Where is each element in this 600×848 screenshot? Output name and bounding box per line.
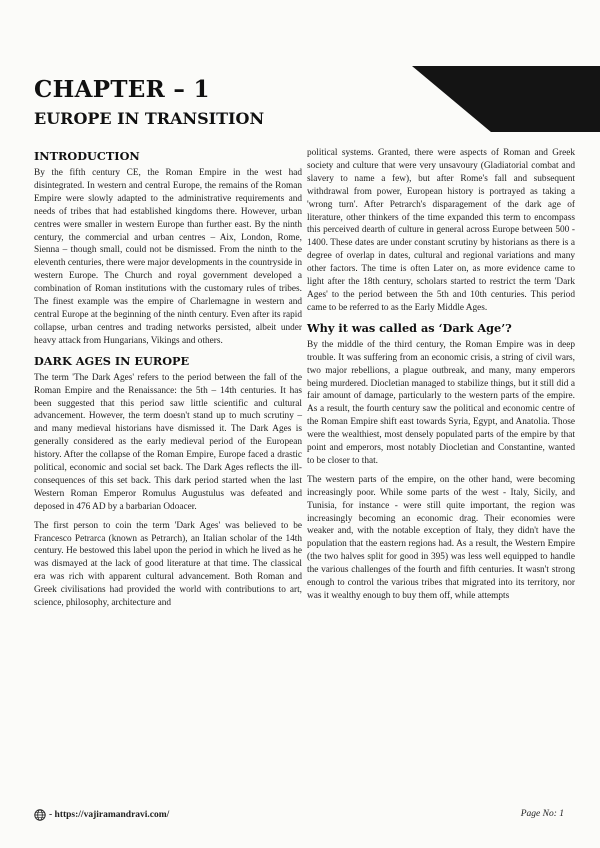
chapter-subtitle: EUROPE IN TRANSITION — [34, 109, 265, 128]
left-column — [34, 147, 302, 616]
footer-url[interactable]: - https://vajiramandravi.com/ — [49, 810, 170, 820]
continued-paragraph: political systems. Granted, there were aspects of Roman and Greek society and culture that were very unsavoury (Gladiatorial combat and slavery to name a few), but after Rome's fall and subsequent withdrawal from power, European history is portrayed as taking a 'wrong turn'. After Petrarch's disparagement of the dark age of literature, other thinkers of the time expanded this term to encompass this perceived dearth of culture in general across Europe between 500 - 1400. These dates are under constant scrutiny by historians as there is a degree of overlap in dates, cultural and regional variations and many other factors. The time is often Later on, as more evidence came to light after the 18th century, scholars started to restrict the term 'Dark Ages' to the period between the 5th and 10th centuries. This period came to be referred to as the Early Middle Ages. — [307, 148, 575, 313]
dark-ages-paragraph-1: The term 'The Dark Ages' refers to the period between the fall of the Roman Empire and the Renaissance: the 5th – 14th centuries. It has been suggested that this period saw little scientific and cultural advancement. However, the term doesn't stand up to much scrutiny – and many medieval historians have dismissed it. The Dark Ages is generally considered as the early medieval period of the European history. After the collapse of the Roman Empire, Europe faced a drastic political, economic and social set back. The Dark Ages reflects the ill-consequences of this set back. This dark period started when the last Western Roman Emperor Romulus Augustulus was defeated and deposed in 476 AD by a barbarian Odoacer. — [34, 372, 302, 512]
footer-website[interactable] — [34, 809, 169, 821]
introduction-heading: INTRODUCTION — [34, 149, 140, 163]
globe-icon — [34, 809, 46, 821]
introduction-paragraph: By the fifth century CE, the Roman Empire in the west had disintegrated. In western and central Europe, the remains of the Roman Empire were slowly adapted to the administrative requirements and needs of tribes that had established kingdoms there. However, urban centres were smaller in western Europe than further east. By the ninth century, the commercial and urban centres – Aix, London, Rome, Sienna – though small, could not be dismissed. From the ninth to the eleventh centuries, there were major developments in the countryside in western Europe. The Church and royal government developed a combination of Roman institutions with the customary rules of tribes. The finest example was the empire of Charlemagne in western and central Europe at the beginning of the ninth century. Even after its rapid collapse, urban centres and trading networks persisted, albeit under heavy attack from Hungarians, Vikings and others. — [34, 168, 302, 346]
why-dark-age-heading: Why it was called as ‘Dark Age’? — [307, 320, 512, 335]
why-dark-age-paragraph-1: By the middle of the third century, the Roman Empire was in deep trouble. It was suffering from an economic crisis, a string of civil wars, two major rebellions, a plague outbreak, and many, many emperors being murdered. Diocletian managed to stabilize things, but it still did a fair amount of damage, particularly to the western parts of the empire. As a result, the fourth century saw the political and economic centre of the Roman Empire shift east towards Syria, Egypt, and Anatolia. Those were the wealthiest, most densely populated parts of the empire by that point and emperors, most notably Diocletian and Constantine, wanted to be closer to that. — [307, 339, 575, 466]
decorative-corner-band — [412, 66, 600, 132]
dark-ages-paragraph-2: The first person to coin the term 'Dark Ages' was believed to be Francesco Petrarca (known as Petrarch), an Italian scholar of the 14th century. He bestowed this label upon the period in which he lived as he was dismayed at the lack of good literature at that time. The classical era was rich with apparent cultural advancement. Both Roman and Greek civilisations had provided the world with contributions to art, science, philosophy, architecture and — [34, 520, 302, 609]
chapter-title: CHAPTER – 1 — [34, 76, 210, 103]
dark-ages-heading: DARK AGES IN EUROPE — [34, 353, 190, 368]
why-dark-age-paragraph-2: The western parts of the empire, on the other hand, were becoming increasingly poor. While some parts of the west - Italy, Sicily, and Tunisia, for instance - were still quite important, the region was increasingly becoming an economic drag. Their economies were weaker and, with the notable exception of Italy, they didn't have the population that the eastern regions had. As a result, the Western Empire (the two halves split for good in 395) was less well equipped to handle the various challenges of the fourth and fifth centuries. It wasn't strong enough to control the various tribes that migrated into its territory, nor was it wealthy enough to buy them off, while attempts — [307, 474, 575, 601]
right-column — [307, 147, 575, 609]
page-number: Page No: 1 — [520, 809, 564, 819]
